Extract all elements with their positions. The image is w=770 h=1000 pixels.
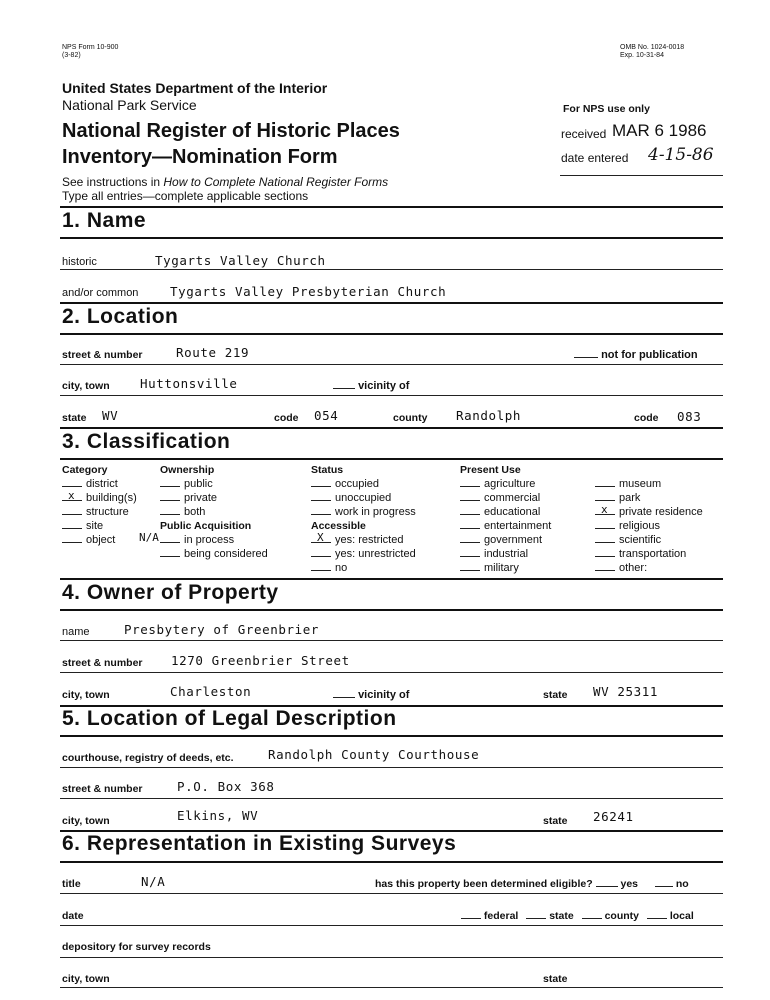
checkbox-item[interactable]: [160, 478, 217, 492]
checkbox-item[interactable]: [62, 489, 137, 506]
expiration: Exp. 10-31-84: [620, 52, 664, 59]
check-blank[interactable]: [62, 528, 82, 529]
legal-street: P.O. Box 368: [177, 779, 275, 794]
checkbox-label: commercial: [484, 492, 541, 504]
survey-city-line: [60, 987, 723, 988]
check-blank[interactable]: [595, 500, 615, 501]
checkbox-label: no: [335, 562, 348, 574]
checkbox-label: park: [619, 492, 641, 504]
section-4-underline: [60, 609, 723, 611]
checkbox-label: scientific: [619, 534, 662, 546]
owner-street-line: [60, 672, 723, 673]
owner-state: WV 25311: [593, 684, 659, 699]
legal-state: 26241: [593, 809, 634, 824]
city-value: Huttonsville: [140, 376, 238, 391]
checkbox-item[interactable]: [62, 534, 137, 548]
legal-street-line: [60, 798, 723, 799]
checkbox-label: educational: [484, 506, 541, 518]
check-mark: x: [68, 489, 75, 502]
code2-label: code: [634, 412, 659, 424]
checkbox-label: site: [86, 520, 104, 532]
code2-value: 083: [677, 409, 702, 424]
form-revision: (3-82): [62, 52, 81, 59]
owner-name: Presbytery of Greenbrier: [124, 622, 320, 637]
check-blank[interactable]: [460, 556, 480, 557]
owner-state-label: state: [543, 689, 568, 701]
checkbox-label: transportation: [619, 548, 687, 560]
status-heading: Status: [311, 464, 344, 476]
checkbox-item[interactable]: [460, 506, 551, 520]
ownership-heading: Ownership: [160, 464, 215, 476]
section-2-underline: [60, 333, 723, 335]
section-2-title: 2. Location: [62, 305, 179, 328]
checkbox-item[interactable]: [311, 548, 416, 562]
check-blank[interactable]: [311, 500, 331, 501]
checkbox-label: industrial: [484, 548, 529, 560]
county-value: Randolph: [456, 408, 522, 423]
received-label: received: [561, 127, 607, 141]
checkbox-item[interactable]: [62, 520, 137, 534]
check-blank[interactable]: [160, 514, 180, 515]
vicinity-of: vicinity of: [333, 380, 409, 392]
owner-name-line: [60, 640, 723, 641]
not-for-publication: not for publication: [574, 349, 698, 361]
owner-name-label: name: [62, 626, 90, 638]
checkbox-label: yes: unrestricted: [335, 548, 416, 560]
checkbox-item[interactable]: [460, 562, 551, 576]
category-heading: Category: [62, 464, 108, 476]
public-acquisition-list: [160, 534, 268, 562]
survey-date-label: date: [62, 910, 84, 922]
check-blank[interactable]: [311, 531, 331, 544]
date-entered-label: date entered: [561, 151, 629, 165]
checkbox-label: yes: restricted: [335, 534, 404, 546]
section-6-underline: [60, 861, 723, 863]
checkbox-item[interactable]: [595, 548, 703, 562]
checkbox-item[interactable]: [160, 534, 268, 548]
checkbox-label: public: [184, 478, 213, 490]
check-mark: X: [317, 531, 324, 544]
form-title-2: Inventory—Nomination Form: [62, 146, 338, 168]
check-blank[interactable]: [595, 528, 615, 529]
survey-date-line: [60, 925, 723, 926]
check-mark: x: [601, 503, 608, 516]
check-blank[interactable]: [160, 542, 180, 543]
checkbox-item[interactable]: [460, 492, 551, 506]
checkbox-item[interactable]: [311, 506, 416, 520]
legal-state-label: state: [543, 815, 568, 827]
owner-city-label: city, town: [62, 689, 110, 701]
received-stamp: MAR 6 1986: [612, 121, 707, 140]
code-label: code: [274, 412, 299, 424]
check-blank[interactable]: [595, 542, 615, 543]
code-value: 054: [314, 408, 339, 423]
survey-title-label: title: [62, 878, 81, 890]
section-2-rule: [60, 302, 723, 304]
checkbox-item[interactable]: [311, 531, 416, 548]
check-blank[interactable]: [62, 514, 82, 515]
state-label: state: [62, 412, 87, 424]
owner-vicinity: vicinity of: [333, 689, 409, 701]
checkbox-item[interactable]: [595, 562, 703, 576]
checkbox-item[interactable]: [595, 503, 703, 520]
state-value: WV: [102, 408, 119, 423]
checkbox-label: agriculture: [484, 478, 536, 490]
survey-title-line: [60, 893, 723, 894]
legal-city-label: city, town: [62, 815, 110, 827]
public-acquisition-na: N/A: [139, 531, 159, 544]
legal-city: Elkins, WV: [177, 808, 259, 823]
section-1-underline: [60, 237, 723, 239]
section-3-rule: [60, 427, 723, 429]
omb-number: OMB No. 1024-0018: [620, 44, 685, 51]
section-3-title: 3. Classification: [62, 430, 231, 453]
legal-street-label: street & number: [62, 783, 143, 795]
section-4-title: 4. Owner of Property: [62, 581, 279, 604]
checkbox-item[interactable]: [460, 548, 551, 562]
nps-box-rule: [560, 175, 723, 176]
depository-line: [60, 957, 723, 958]
checkbox-item[interactable]: [311, 492, 416, 506]
accessible-heading: Accessible: [311, 520, 366, 532]
common-label: and/or common: [62, 287, 139, 299]
check-blank[interactable]: [460, 514, 480, 515]
check-blank[interactable]: [460, 500, 480, 501]
service: National Park Service: [62, 97, 197, 113]
checkbox-item[interactable]: [311, 562, 416, 576]
survey-level: federal state county local: [461, 910, 694, 922]
check-blank[interactable]: [160, 556, 180, 557]
checkbox-label: structure: [86, 506, 129, 518]
street-line: [60, 364, 723, 365]
section-3-underline: [60, 458, 723, 460]
form-title-1: National Register of Historic Places: [62, 120, 400, 142]
courthouse-line: [60, 767, 723, 768]
checkbox-label: district: [86, 478, 118, 490]
public-acquisition-heading: Public Acquisition: [160, 520, 252, 532]
check-blank[interactable]: [595, 486, 615, 487]
checkbox-item[interactable]: [160, 492, 217, 506]
check-blank[interactable]: [311, 486, 331, 487]
county-label: county: [393, 412, 428, 424]
section-4-rule: [60, 578, 723, 580]
checkbox-item[interactable]: [595, 492, 703, 506]
checkbox-item[interactable]: [460, 534, 551, 548]
checkbox-label: both: [184, 506, 206, 518]
checkbox-label: unoccupied: [335, 492, 392, 504]
historic-label: historic: [62, 256, 97, 268]
section-1-title: 1. Name: [62, 209, 147, 232]
owner-city: Charleston: [170, 684, 252, 699]
section-5-title: 5. Location of Legal Description: [62, 707, 397, 730]
checkbox-label: occupied: [335, 478, 380, 490]
check-blank[interactable]: [460, 486, 480, 487]
checkbox-item[interactable]: [62, 506, 137, 520]
check-blank[interactable]: [160, 500, 180, 501]
status-list: [311, 478, 416, 520]
check-blank[interactable]: [311, 514, 331, 515]
checkbox-item[interactable]: [460, 520, 551, 534]
checkbox-label: entertainment: [484, 520, 552, 532]
section-5-underline: [60, 735, 723, 737]
checkbox-label: being considered: [184, 548, 268, 560]
depository-label: depository for survey records: [62, 941, 211, 953]
check-blank[interactable]: [595, 503, 615, 516]
date-entered-value: 4-15-86: [648, 145, 714, 165]
section-6-title: 6. Representation in Existing Surveys: [62, 832, 457, 855]
checkbox-item[interactable]: [460, 478, 551, 492]
owner-street: 1270 Greenbrier Street: [171, 653, 350, 668]
eligibility-question: has this property been determined eligible? yes no: [375, 878, 689, 890]
check-blank[interactable]: [595, 570, 615, 571]
category-list: [62, 478, 137, 548]
street-value: Route 219: [176, 345, 250, 360]
checkbox-label: in process: [184, 534, 235, 546]
section-1-rule: [60, 206, 723, 208]
check-blank[interactable]: [160, 486, 180, 487]
instructions-title: How to Complete National Register Forms: [163, 175, 389, 189]
checkbox-item[interactable]: [595, 534, 703, 548]
checkbox-item[interactable]: [311, 478, 416, 492]
survey-state-label: state: [543, 973, 568, 985]
checkbox-label: military: [484, 562, 519, 574]
check-blank[interactable]: [62, 489, 82, 502]
checkbox-item[interactable]: [595, 478, 703, 492]
courthouse-value: Randolph County Courthouse: [268, 747, 480, 762]
survey-city-label: city, town: [62, 973, 110, 985]
check-blank[interactable]: [311, 570, 331, 571]
checkbox-label: work in progress: [335, 506, 416, 518]
checkbox-label: building(s): [86, 492, 137, 504]
checkbox-item[interactable]: [160, 548, 268, 562]
checkbox-label: government: [484, 534, 543, 546]
checkbox-label: religious: [619, 520, 660, 532]
checkbox-label: other:: [619, 562, 648, 574]
present-use-heading: Present Use: [460, 464, 521, 476]
city-label: city, town: [62, 380, 110, 392]
instructions-line-2: Type all entries—complete applicable sections: [62, 189, 309, 203]
check-blank[interactable]: [460, 570, 480, 571]
check-blank[interactable]: [460, 542, 480, 543]
historic-line: [60, 269, 723, 270]
historic-name: Tygarts Valley Church: [155, 253, 326, 268]
checkbox-item[interactable]: [160, 506, 217, 520]
checkbox-label: museum: [619, 478, 662, 490]
checkbox-label: object: [86, 534, 116, 546]
street-label: street & number: [62, 349, 143, 361]
check-blank[interactable]: [595, 556, 615, 557]
ownership-list: [160, 478, 217, 520]
city-line: [60, 395, 723, 396]
check-blank[interactable]: [460, 528, 480, 529]
owner-street-label: street & number: [62, 657, 143, 669]
survey-title-value: N/A: [141, 874, 166, 889]
form-number: NPS Form 10-900: [62, 44, 119, 51]
present-use-list-1: [460, 478, 551, 576]
checkbox-item[interactable]: [595, 520, 703, 534]
check-blank[interactable]: [311, 556, 331, 557]
courthouse-label: courthouse, registry of deeds, etc.: [62, 752, 234, 764]
checkbox-label: private: [184, 492, 218, 504]
nps-use-label: For NPS use only: [563, 103, 650, 115]
accessible-list: [311, 531, 416, 576]
common-name: Tygarts Valley Presbyterian Church: [170, 284, 447, 299]
checkbox-label: private residence: [619, 506, 703, 518]
instructions-line-1: See instructions in How to Complete National Register Forms: [62, 175, 389, 189]
department: United States Department of the Interior: [62, 80, 328, 96]
present-use-list-2: [595, 478, 703, 576]
check-blank[interactable]: [62, 542, 82, 543]
check-blank[interactable]: [62, 486, 82, 487]
